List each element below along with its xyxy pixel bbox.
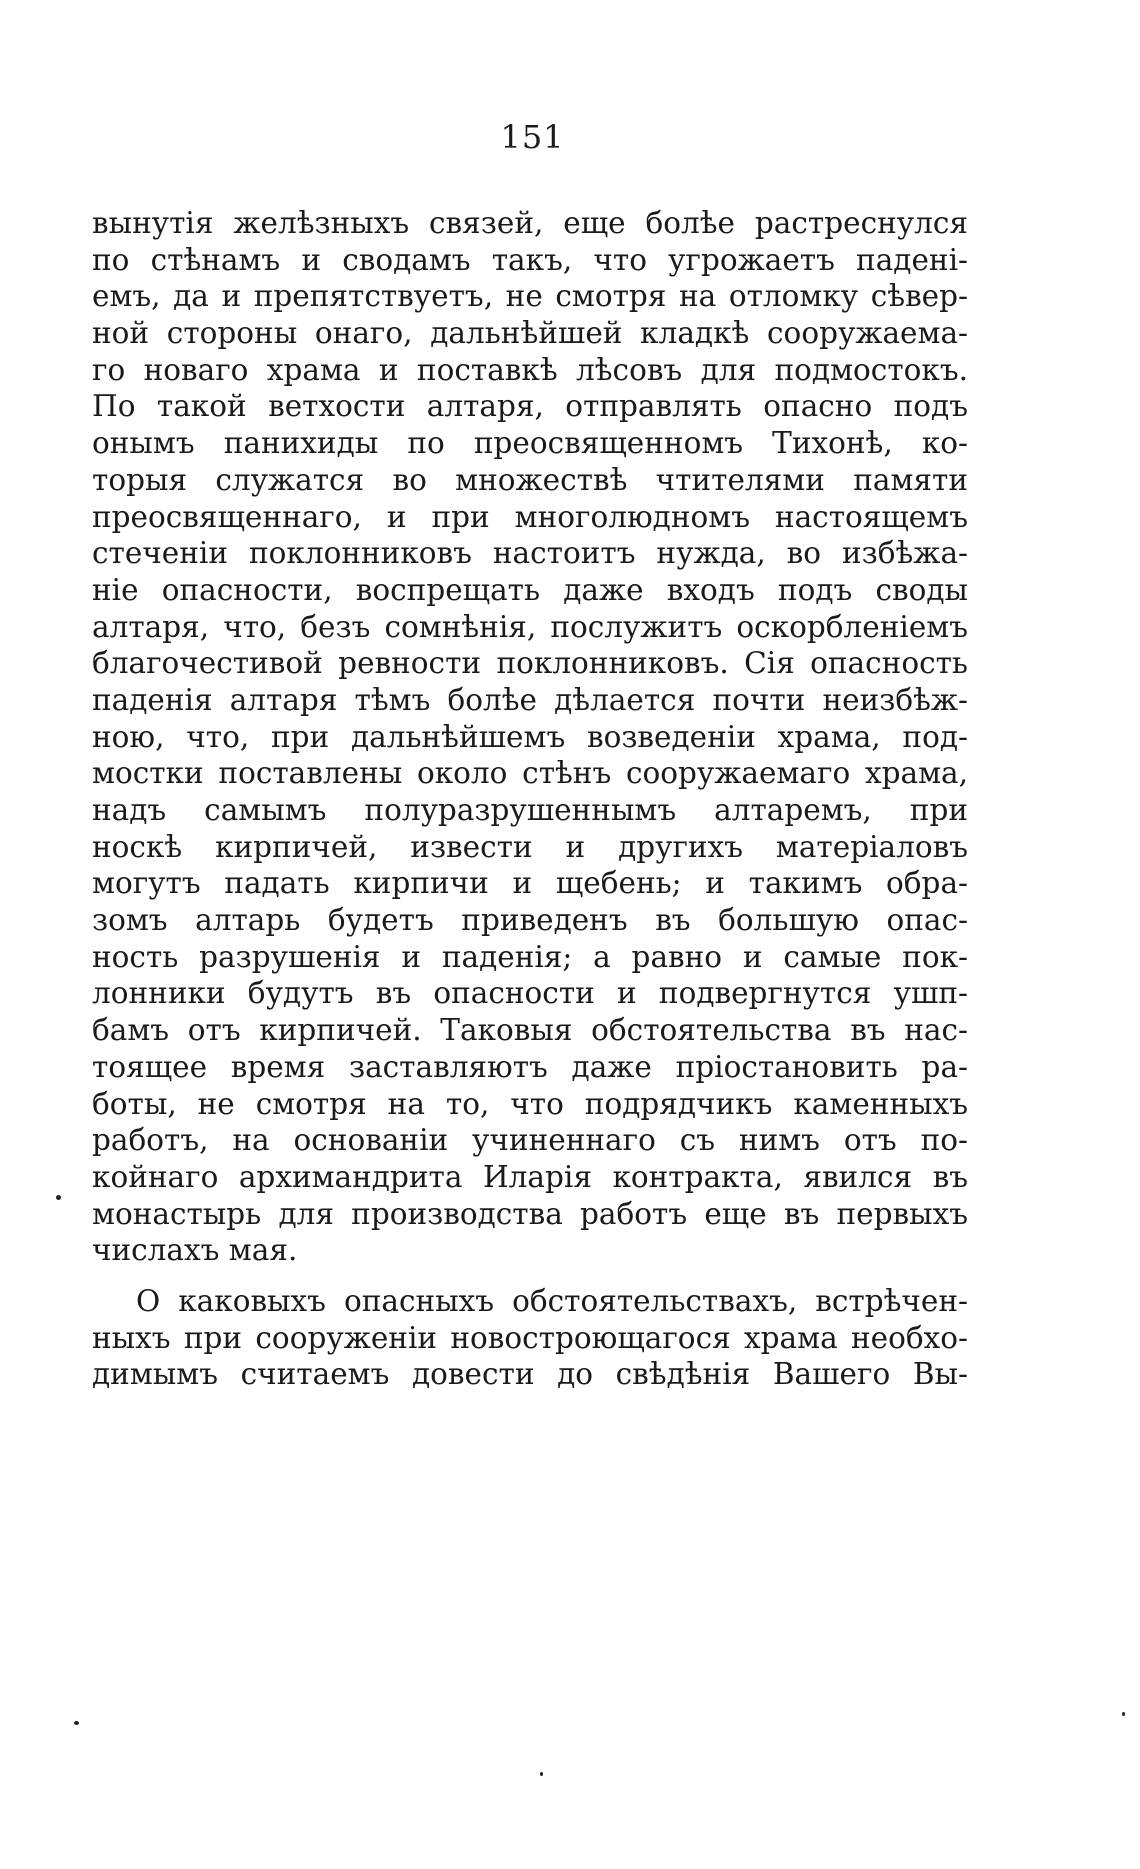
text-line: работъ, на основаніи учиненнаго съ нимъ отъ по- (92, 1123, 968, 1158)
text-line: надъ самымъ полуразрушеннымъ алтаремъ, при (92, 793, 968, 827)
text-line: могутъ падать кирпичи и щебень; и такимъ обра- (92, 866, 968, 901)
text-line: торыя служатся во множествѣ чтителями памяти (92, 462, 968, 497)
text-line: димымъ считаемъ довести до свѣдѣнія Вашего Вы- (92, 1357, 968, 1392)
text-line: боты, не смотря на то, что подрядчикъ каменныхъ (92, 1086, 968, 1121)
text-line: монастырь для производства работъ еще въ первыхъ (92, 1196, 968, 1231)
scan-speck (56, 1195, 61, 1200)
text-line: О каковыхъ опасныхъ обстоятельствахъ, встрѣчен- (136, 1283, 968, 1318)
text-line: вынутія желѣзныхъ связей, еще болѣе растреснулся (92, 206, 968, 240)
text-line: го новаго храма и поставкѣ лѣсовъ для подмостокъ. (92, 352, 968, 387)
text-line: ніе опасности, воспрещать даже входъ подъ своды (92, 572, 968, 607)
text-line: ной стороны онаго, дальнѣйшей кладкѣ сооружаема- (92, 316, 968, 351)
text-line: алтаря, что, безъ сомнѣнія, послужитъ оскорбленіемъ (92, 609, 968, 644)
text-line: ною, что, при дальнѣйшемъ возведеніи храма, под- (92, 719, 968, 754)
body-text (92, 205, 968, 1393)
text-line: носкѣ кирпичей, извести и другихъ матеріаловъ (92, 829, 968, 864)
text-line: зомъ алтарь будетъ приведенъ въ большую опас- (92, 903, 968, 938)
scan-speck (74, 1721, 79, 1725)
paragraph-gap (92, 1269, 968, 1283)
paragraph-1 (92, 205, 968, 1269)
text-line: стеченіи поклонниковъ настоитъ нужда, во избѣжа- (92, 536, 968, 571)
text-line: онымъ панихиды по преосвященномъ Тихонѣ, ко- (92, 426, 968, 461)
text-line: мостки поставлены около стѣнъ сооружаемаго храма, (92, 756, 968, 791)
text-line: тоящее время заставляютъ даже пріостановить ра- (92, 1049, 968, 1084)
scan-speck (540, 1772, 543, 1776)
text-line: паденія алтаря тѣмъ болѣе дѣлается почти неизбѣж- (92, 682, 968, 717)
page-number: 151 (500, 118, 565, 156)
text-line: По такой ветхости алтаря, отправлять опасно подъ (92, 389, 968, 424)
text-line: емъ, да и препятствуетъ, не смотря на отломку сѣвер- (92, 279, 968, 314)
text-line: бамъ отъ кирпичей. Таковыя обстоятельства въ нас- (92, 1013, 968, 1048)
text-line: по стѣнамъ и сводамъ такъ, что угрожаетъ падені- (92, 242, 968, 277)
scan-speck (1122, 1712, 1125, 1716)
text-line: койнаго архимандрита Иларія контракта, явился въ (92, 1159, 968, 1194)
text-line: числахъ мая. (92, 1233, 298, 1268)
paragraph-2 (92, 1283, 968, 1393)
text-line: лонники будутъ въ опасности и подвергнутся ушп- (92, 976, 968, 1011)
text-line: ность разрушенія и паденія; а равно и самые пок- (92, 939, 968, 974)
text-line: благочестивой ревности поклонниковъ. Сія опасность (92, 646, 968, 681)
text-line: ныхъ при сооруженіи новостроющагося храма необхо- (92, 1320, 968, 1355)
text-line: преосвященнаго, и при многолюдномъ настоящемъ (92, 499, 968, 534)
